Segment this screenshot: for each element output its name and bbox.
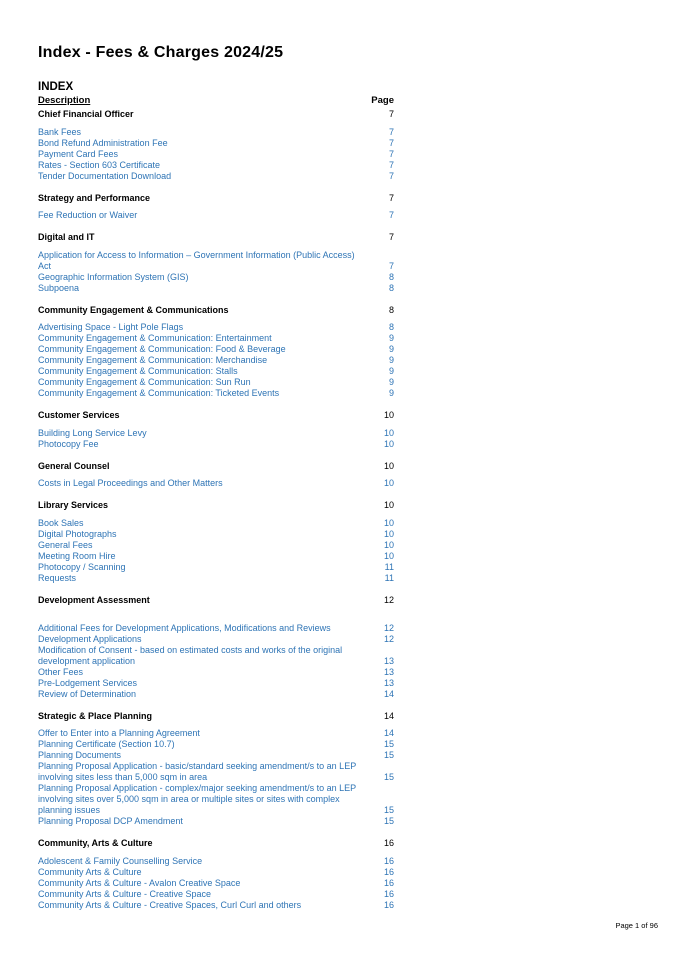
section-header-row bbox=[38, 595, 394, 606]
toc-page-number[interactable]: 7 bbox=[388, 148, 394, 159]
index-entry-row bbox=[38, 889, 394, 900]
toc-page-number[interactable]: 14 bbox=[383, 728, 394, 738]
section-title: Chief Financial Officer bbox=[38, 109, 134, 119]
index-entry-row bbox=[38, 428, 394, 439]
index-entry-row bbox=[38, 518, 394, 529]
section-page-number: 8 bbox=[388, 304, 394, 315]
section-title: Digital and IT bbox=[38, 232, 95, 242]
toc-link[interactable]: Planning Certificate (Section 10.7) bbox=[38, 739, 175, 749]
toc-page-number[interactable]: 16 bbox=[383, 855, 394, 866]
page-column-label: Page bbox=[371, 95, 394, 106]
section-entries bbox=[38, 728, 394, 827]
index-entry-row bbox=[38, 344, 394, 355]
toc-link[interactable]: General Fees bbox=[38, 539, 93, 550]
toc-link[interactable]: Additional Fees for Development Applications, Modifications and Reviews bbox=[38, 622, 331, 633]
toc-link[interactable]: Advertising Space - Light Pole Flags bbox=[38, 322, 184, 332]
index-entry-row bbox=[38, 377, 394, 388]
toc-link[interactable]: Review of Determination bbox=[38, 688, 137, 699]
toc-page-number[interactable]: 9 bbox=[388, 344, 394, 354]
toc-page-number[interactable]: 8 bbox=[388, 271, 394, 282]
toc-page-number[interactable]: 7 bbox=[388, 260, 394, 271]
section-page-number: 10 bbox=[383, 460, 394, 471]
section-entries bbox=[38, 623, 394, 700]
toc-link[interactable]: Adolescent & Family Counselling Service bbox=[38, 855, 203, 866]
index-entry-row bbox=[38, 551, 394, 562]
section-header-row bbox=[38, 711, 394, 722]
index-entry-row bbox=[38, 127, 394, 138]
section-title: Development Assessment bbox=[38, 594, 150, 605]
index-entry-row bbox=[38, 856, 394, 867]
section-page-number: 7 bbox=[388, 109, 394, 119]
toc-link[interactable]: Planning Proposal Application - complex/major seeking amendment/s to an LEP involving sites over 5,000 sqm in area or multiple sites or sites with complex planning issues bbox=[38, 783, 357, 815]
toc-link[interactable]: Bank Fees bbox=[38, 126, 82, 137]
toc-page-number[interactable]: 13 bbox=[383, 655, 394, 666]
toc-page-number[interactable]: 7 bbox=[388, 126, 394, 137]
toc-link[interactable]: Community Arts & Culture - Creative Space bbox=[38, 888, 212, 899]
section-page-number: 10 bbox=[383, 410, 394, 420]
section-header-row bbox=[38, 305, 394, 316]
index-entry-row bbox=[38, 739, 394, 750]
toc-link[interactable]: Requests bbox=[38, 572, 77, 583]
index-section bbox=[38, 232, 394, 294]
toc-page-number[interactable]: 16 bbox=[383, 866, 394, 877]
footer-page-number: Page 1 of 96 bbox=[615, 921, 658, 930]
toc-page-number[interactable]: 13 bbox=[383, 677, 394, 688]
section-page-number: 7 bbox=[388, 232, 394, 242]
toc-link[interactable]: Pre-Lodgement Services bbox=[38, 677, 138, 688]
toc-page-number[interactable]: 7 bbox=[388, 137, 394, 148]
index-entry-row bbox=[38, 272, 394, 283]
section-page-number: 7 bbox=[388, 192, 394, 203]
toc-link[interactable]: Payment Card Fees bbox=[38, 148, 119, 159]
toc-page-number[interactable]: 11 bbox=[384, 561, 394, 572]
index-entry-row bbox=[38, 540, 394, 551]
index-entry-row bbox=[38, 149, 394, 160]
toc-link[interactable]: Building Long Service Levy bbox=[38, 427, 147, 438]
index-entry-row bbox=[38, 478, 394, 489]
section-entries bbox=[38, 856, 394, 911]
description-column-label: Description bbox=[38, 95, 91, 106]
toc-link[interactable]: Community Engagement & Communication: Food & Beverage bbox=[38, 344, 286, 354]
toc-page-number[interactable]: 7 bbox=[388, 170, 394, 181]
toc-page-number[interactable]: 15 bbox=[383, 772, 394, 782]
toc-link[interactable]: Tender Documentation Download bbox=[38, 170, 172, 181]
toc-link[interactable]: Offer to Enter into a Planning Agreement bbox=[38, 728, 200, 738]
toc-link[interactable]: Meeting Room Hire bbox=[38, 550, 116, 561]
section-title: General Counsel bbox=[38, 460, 110, 471]
toc-page-number[interactable]: 10 bbox=[383, 438, 394, 449]
toc-link[interactable]: Photocopy / Scanning bbox=[38, 561, 126, 572]
toc-page-number[interactable]: 9 bbox=[388, 366, 394, 376]
toc-link[interactable]: Book Sales bbox=[38, 517, 84, 528]
index-entry-row bbox=[38, 689, 394, 700]
index-entry-row bbox=[38, 645, 394, 667]
toc-link[interactable]: Bond Refund Administration Fee bbox=[38, 137, 168, 148]
toc-link[interactable]: Application for Access to Information – Government Information (Public Access) Act bbox=[38, 249, 355, 271]
section-header-row bbox=[38, 838, 394, 849]
index-entry-row bbox=[38, 322, 394, 333]
toc-link[interactable]: Community Arts & Culture - Creative Spaces, Curl Curl and others bbox=[38, 899, 302, 910]
toc-page-number[interactable]: 9 bbox=[388, 355, 394, 365]
index-entry-row bbox=[38, 333, 394, 344]
index-entry-row bbox=[38, 138, 394, 149]
index-entry-row bbox=[38, 667, 394, 678]
toc-page-number[interactable]: 16 bbox=[383, 877, 394, 888]
section-header-row bbox=[38, 232, 394, 243]
section-page-number: 16 bbox=[383, 838, 394, 848]
toc-link[interactable]: Geographic Information System (GIS) bbox=[38, 271, 189, 282]
toc-page-number[interactable]: 10 bbox=[383, 478, 394, 488]
toc-page-number[interactable]: 12 bbox=[383, 633, 394, 644]
section-entries bbox=[38, 250, 394, 294]
index-entry-row bbox=[38, 562, 394, 573]
toc-page-number[interactable]: 10 bbox=[383, 550, 394, 561]
toc-link[interactable]: Development Applications bbox=[38, 633, 142, 644]
toc-link[interactable]: Community Arts & Culture bbox=[38, 866, 142, 877]
toc-page-number[interactable]: 11 bbox=[384, 572, 394, 583]
section-title: Customer Services bbox=[38, 410, 120, 420]
toc-link[interactable]: Community Engagement & Communication: Entertainment bbox=[38, 333, 272, 343]
index-entry-row bbox=[38, 573, 394, 584]
index-section bbox=[38, 500, 394, 584]
toc-page-number[interactable]: 10 bbox=[383, 539, 394, 550]
toc-link[interactable]: Community Engagement & Communication: Merchandise bbox=[38, 355, 268, 365]
section-entries bbox=[38, 428, 394, 450]
toc-page-number[interactable]: 8 bbox=[388, 282, 394, 293]
section-title: Community Engagement & Communications bbox=[38, 304, 229, 315]
toc-link[interactable]: Rates - Section 603 Certificate bbox=[38, 159, 161, 170]
page-title: Index - Fees & Charges 2024/25 bbox=[38, 44, 284, 61]
toc-page-number[interactable]: 16 bbox=[383, 899, 394, 910]
toc-page-number[interactable]: 9 bbox=[388, 377, 394, 387]
index-entry-row bbox=[38, 728, 394, 739]
toc-link[interactable]: Costs in Legal Proceedings and Other Matters bbox=[38, 478, 223, 488]
index-entry-row bbox=[38, 283, 394, 294]
index-entry-row bbox=[38, 388, 394, 399]
toc-page-number[interactable]: 12 bbox=[383, 622, 394, 633]
index-entry-row bbox=[38, 678, 394, 689]
index-entry-row bbox=[38, 171, 394, 182]
index-section bbox=[38, 711, 394, 828]
toc-link[interactable]: Photocopy Fee bbox=[38, 438, 99, 449]
toc-link[interactable]: Planning Proposal Application - basic/standard seeking amendment/s to an LEP involving sites less than 5,000 sqm in area bbox=[38, 761, 357, 782]
toc-page-number[interactable]: 15 bbox=[383, 805, 394, 815]
section-header-row bbox=[38, 500, 394, 511]
index-section bbox=[38, 838, 394, 911]
index-entry-row bbox=[38, 783, 394, 816]
toc-page-number[interactable]: 7 bbox=[388, 159, 394, 170]
index-entry-row bbox=[38, 900, 394, 911]
toc-page-number[interactable]: 7 bbox=[388, 210, 394, 220]
section-header-row bbox=[38, 193, 394, 204]
index-section bbox=[38, 193, 394, 222]
toc-link[interactable]: Digital Photographs bbox=[38, 528, 117, 539]
toc-link[interactable]: Subpoena bbox=[38, 282, 80, 293]
toc-page-number[interactable]: 15 bbox=[383, 816, 394, 826]
section-header-row bbox=[38, 461, 394, 472]
toc-page-number[interactable]: 10 bbox=[383, 427, 394, 438]
toc-page-number[interactable]: 13 bbox=[383, 666, 394, 677]
toc-link[interactable]: Other Fees bbox=[38, 666, 84, 677]
toc-page-number[interactable]: 16 bbox=[383, 888, 394, 899]
section-title: Community, Arts & Culture bbox=[38, 838, 153, 848]
index-entry-row bbox=[38, 761, 394, 783]
index-entry-row bbox=[38, 623, 394, 634]
index-sections bbox=[38, 109, 394, 911]
section-entries bbox=[38, 322, 394, 399]
section-title: Strategy and Performance bbox=[38, 192, 151, 203]
index-section bbox=[38, 410, 394, 450]
index-entry-row bbox=[38, 529, 394, 540]
toc-page-number[interactable]: 9 bbox=[388, 388, 394, 398]
toc-link[interactable]: Community Engagement & Communication: Ticketed Events bbox=[38, 388, 280, 398]
index-entry-row bbox=[38, 634, 394, 645]
section-entries bbox=[38, 518, 394, 584]
toc-page-number[interactable]: 10 bbox=[383, 517, 394, 528]
index-entry-row bbox=[38, 355, 394, 366]
toc-page-number[interactable]: 14 bbox=[383, 688, 394, 699]
index-entry-row bbox=[38, 439, 394, 450]
toc-link[interactable]: Fee Reduction or Waiver bbox=[38, 210, 138, 220]
section-header-row bbox=[38, 410, 394, 421]
index-entry-row bbox=[38, 867, 394, 878]
section-page-number: 12 bbox=[383, 594, 394, 605]
toc-link[interactable]: Modification of Consent - based on estimated costs and works of the original development application bbox=[38, 644, 343, 666]
toc-link[interactable]: Community Engagement & Communication: Sun Run bbox=[38, 377, 251, 387]
toc-page-number[interactable]: 15 bbox=[383, 739, 394, 749]
section-title: Strategic & Place Planning bbox=[38, 710, 153, 721]
toc-link[interactable]: Planning Proposal DCP Amendment bbox=[38, 816, 183, 826]
toc-page-number[interactable]: 9 bbox=[388, 333, 394, 343]
document-body bbox=[38, 44, 394, 911]
column-header-row bbox=[38, 95, 394, 106]
toc-link[interactable]: Community Arts & Culture - Avalon Creative Space bbox=[38, 877, 241, 888]
toc-page-number[interactable]: 15 bbox=[383, 750, 394, 760]
index-section bbox=[38, 109, 394, 182]
section-header-row bbox=[38, 109, 394, 120]
index-entry-row bbox=[38, 878, 394, 889]
index-section bbox=[38, 461, 394, 490]
index-heading: INDEX bbox=[38, 81, 74, 93]
section-title: Library Services bbox=[38, 500, 109, 510]
toc-page-number[interactable]: 8 bbox=[388, 322, 394, 332]
index-section bbox=[38, 305, 394, 400]
toc-link[interactable]: Community Engagement & Communication: Stalls bbox=[38, 366, 238, 376]
index-entry-row bbox=[38, 750, 394, 761]
toc-link[interactable]: Planning Documents bbox=[38, 750, 122, 760]
section-entries bbox=[38, 478, 394, 489]
index-entry-row bbox=[38, 210, 394, 221]
section-page-number: 10 bbox=[383, 500, 394, 510]
toc-page-number[interactable]: 10 bbox=[383, 528, 394, 539]
index-entry-row bbox=[38, 816, 394, 827]
section-entries bbox=[38, 210, 394, 221]
index-entry-row bbox=[38, 250, 394, 272]
index-entry-row bbox=[38, 366, 394, 377]
index-entry-row bbox=[38, 160, 394, 171]
index-section bbox=[38, 595, 394, 700]
section-entries bbox=[38, 127, 394, 182]
section-page-number: 14 bbox=[383, 710, 394, 721]
